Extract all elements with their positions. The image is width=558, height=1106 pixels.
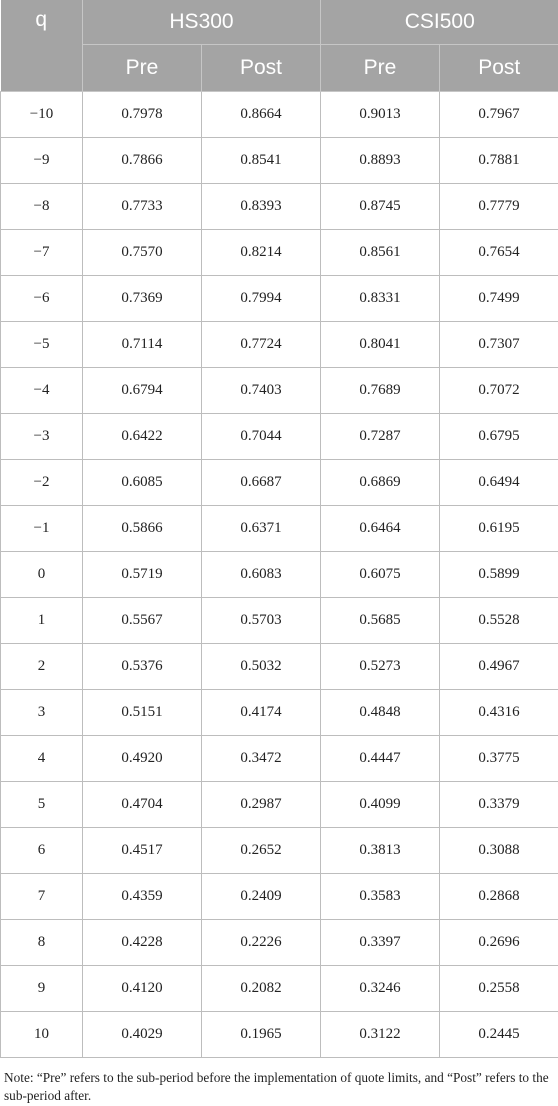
- value-cell: 0.3583: [321, 874, 440, 920]
- value-cell: 0.6687: [202, 460, 321, 506]
- value-cell: 0.8664: [202, 92, 321, 138]
- q-cell: 0: [1, 552, 83, 598]
- value-cell: 0.7114: [83, 322, 202, 368]
- value-cell: 0.2696: [440, 920, 558, 966]
- table-row: [1, 736, 558, 782]
- value-cell: 0.3775: [440, 736, 558, 782]
- value-cell: 0.8331: [321, 276, 440, 322]
- value-cell: 0.5899: [440, 552, 558, 598]
- value-cell: 0.3397: [321, 920, 440, 966]
- value-cell: 0.7499: [440, 276, 558, 322]
- value-cell: 0.8893: [321, 138, 440, 184]
- q-cell: −2: [1, 460, 83, 506]
- value-cell: 0.7733: [83, 184, 202, 230]
- value-cell: 0.3122: [321, 1012, 440, 1058]
- value-cell: 0.3472: [202, 736, 321, 782]
- value-cell: 0.6795: [440, 414, 558, 460]
- header-hs300: HS300: [83, 0, 321, 45]
- table-row: [1, 828, 558, 874]
- value-cell: 0.6075: [321, 552, 440, 598]
- value-cell: 0.8745: [321, 184, 440, 230]
- value-cell: 0.2226: [202, 920, 321, 966]
- table-row: [1, 92, 558, 138]
- header-hs300-post: Post: [202, 45, 321, 92]
- q-cell: 6: [1, 828, 83, 874]
- value-cell: 0.7978: [83, 92, 202, 138]
- header-csi500: CSI500: [321, 0, 558, 45]
- value-cell: 0.6195: [440, 506, 558, 552]
- q-cell: 8: [1, 920, 83, 966]
- q-cell: 5: [1, 782, 83, 828]
- value-cell: 0.5866: [83, 506, 202, 552]
- value-cell: 0.7689: [321, 368, 440, 414]
- value-cell: 0.7967: [440, 92, 558, 138]
- value-cell: 0.8561: [321, 230, 440, 276]
- value-cell: 0.3379: [440, 782, 558, 828]
- value-cell: 0.5703: [202, 598, 321, 644]
- value-cell: 0.2558: [440, 966, 558, 1012]
- q-cell: −1: [1, 506, 83, 552]
- value-cell: 0.2652: [202, 828, 321, 874]
- header-hs300-pre: Pre: [83, 45, 202, 92]
- value-cell: 0.4359: [83, 874, 202, 920]
- table-row: [1, 322, 558, 368]
- q-cell: −4: [1, 368, 83, 414]
- value-cell: 0.4848: [321, 690, 440, 736]
- table-body: [1, 92, 558, 1058]
- value-cell: 0.4029: [83, 1012, 202, 1058]
- table-row: [1, 644, 558, 690]
- header-csi500-pre: Pre: [321, 45, 440, 92]
- value-cell: 0.8541: [202, 138, 321, 184]
- value-cell: 0.7881: [440, 138, 558, 184]
- table-row: [1, 276, 558, 322]
- table-row: [1, 368, 558, 414]
- table-row: [1, 138, 558, 184]
- q-cell: 1: [1, 598, 83, 644]
- value-cell: 0.8041: [321, 322, 440, 368]
- q-cell: 9: [1, 966, 83, 1012]
- q-cell: −5: [1, 322, 83, 368]
- value-cell: 0.4099: [321, 782, 440, 828]
- q-cell: −6: [1, 276, 83, 322]
- value-cell: 0.7866: [83, 138, 202, 184]
- value-cell: 0.6494: [440, 460, 558, 506]
- table-row: [1, 414, 558, 460]
- value-cell: 0.6869: [321, 460, 440, 506]
- value-cell: 0.5528: [440, 598, 558, 644]
- value-cell: 0.6085: [83, 460, 202, 506]
- value-cell: 0.4120: [83, 966, 202, 1012]
- table-row: [1, 184, 558, 230]
- table-row: [1, 552, 558, 598]
- value-cell: 0.3246: [321, 966, 440, 1012]
- table-row: [1, 782, 558, 828]
- value-cell: 0.5151: [83, 690, 202, 736]
- value-cell: 0.5719: [83, 552, 202, 598]
- value-cell: 0.9013: [321, 92, 440, 138]
- header-csi500-post: Post: [440, 45, 558, 92]
- value-cell: 0.4316: [440, 690, 558, 736]
- value-cell: 0.6464: [321, 506, 440, 552]
- value-cell: 0.1965: [202, 1012, 321, 1058]
- value-cell: 0.7307: [440, 322, 558, 368]
- header-q: q: [1, 0, 83, 92]
- q-cell: 10: [1, 1012, 83, 1058]
- table-row: [1, 966, 558, 1012]
- value-cell: 0.2082: [202, 966, 321, 1012]
- table-note: Note: “Pre” refers to the sub-period before the implementation of quote limits, and “Post” refers to the sub-period after.: [4, 1070, 549, 1103]
- value-cell: 0.8214: [202, 230, 321, 276]
- value-cell: 0.6422: [83, 414, 202, 460]
- value-cell: 0.4704: [83, 782, 202, 828]
- value-cell: 0.5032: [202, 644, 321, 690]
- value-cell: 0.4447: [321, 736, 440, 782]
- value-cell: 0.2868: [440, 874, 558, 920]
- value-cell: 0.5273: [321, 644, 440, 690]
- value-cell: 0.4967: [440, 644, 558, 690]
- value-cell: 0.6083: [202, 552, 321, 598]
- value-cell: 0.4174: [202, 690, 321, 736]
- value-cell: 0.2409: [202, 874, 321, 920]
- value-cell: 0.6794: [83, 368, 202, 414]
- q-cell: −3: [1, 414, 83, 460]
- value-cell: 0.7287: [321, 414, 440, 460]
- value-cell: 0.8393: [202, 184, 321, 230]
- table-row: [1, 1012, 558, 1058]
- q-cell: −10: [1, 92, 83, 138]
- q-cell: −7: [1, 230, 83, 276]
- value-cell: 0.7403: [202, 368, 321, 414]
- value-cell: 0.7570: [83, 230, 202, 276]
- value-cell: 0.7654: [440, 230, 558, 276]
- value-cell: 0.2987: [202, 782, 321, 828]
- value-cell: 0.4920: [83, 736, 202, 782]
- table-row: [1, 690, 558, 736]
- value-cell: 0.5567: [83, 598, 202, 644]
- q-cell: 7: [1, 874, 83, 920]
- table-row: [1, 230, 558, 276]
- value-cell: 0.7072: [440, 368, 558, 414]
- value-cell: 0.7724: [202, 322, 321, 368]
- q-cell: −8: [1, 184, 83, 230]
- value-cell: 0.5685: [321, 598, 440, 644]
- table-row: [1, 460, 558, 506]
- q-cell: 4: [1, 736, 83, 782]
- value-cell: 0.3813: [321, 828, 440, 874]
- value-cell: 0.7994: [202, 276, 321, 322]
- q-cell: 2: [1, 644, 83, 690]
- table-row: [1, 874, 558, 920]
- value-cell: 0.5376: [83, 644, 202, 690]
- value-cell: 0.4228: [83, 920, 202, 966]
- table-row: [1, 920, 558, 966]
- value-cell: 0.7369: [83, 276, 202, 322]
- value-cell: 0.7044: [202, 414, 321, 460]
- value-cell: 0.7779: [440, 184, 558, 230]
- q-cell: 3: [1, 690, 83, 736]
- table-row: [1, 506, 558, 552]
- value-cell: 0.6371: [202, 506, 321, 552]
- value-cell: 0.3088: [440, 828, 558, 874]
- value-cell: 0.4517: [83, 828, 202, 874]
- value-cell: 0.2445: [440, 1012, 558, 1058]
- table-row: [1, 598, 558, 644]
- q-cell: −9: [1, 138, 83, 184]
